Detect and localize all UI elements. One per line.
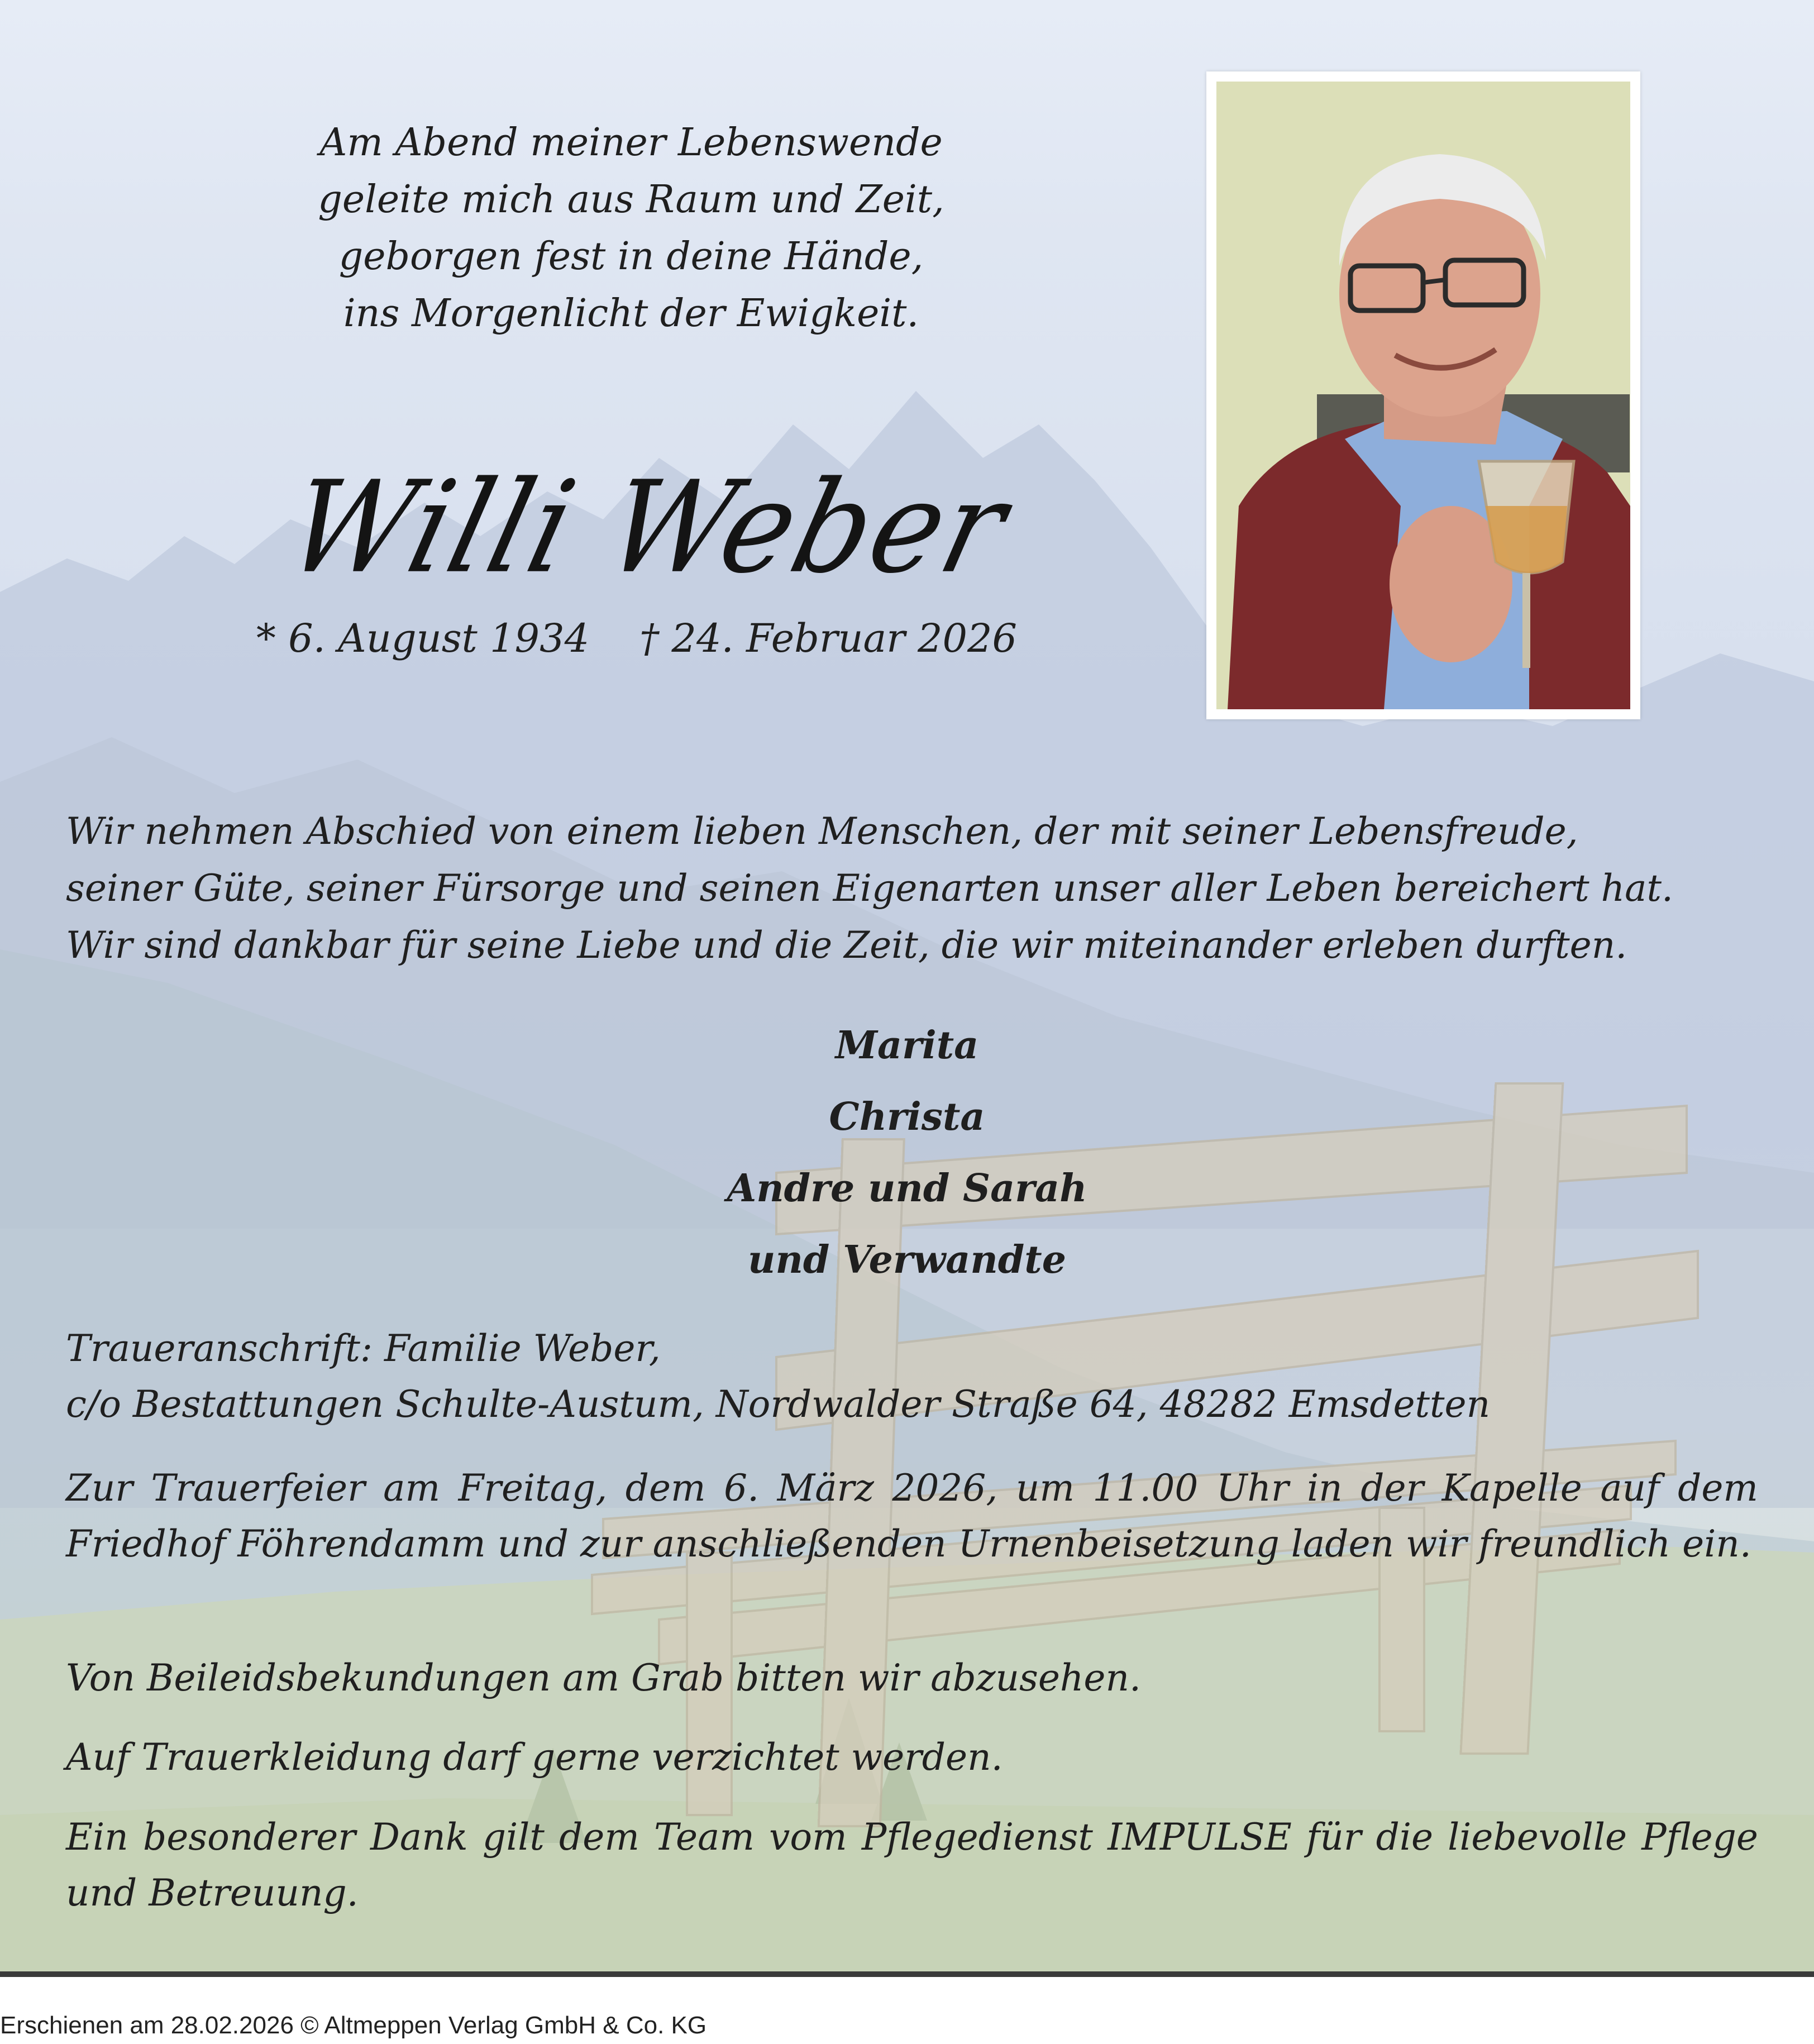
farewell-line: seiner Güte, seiner Fürsorge und seinen Eigenarten unser aller Leben bereichert hat. (66, 867, 1673, 910)
mourner-name: und Verwandte (748, 1238, 1066, 1282)
mourner-name: Andre und Sarah (727, 1166, 1087, 1211)
poem-line: geleite mich aus Raum und Zeit, (318, 178, 944, 222)
farewell-line: Wir nehmen Abschied von einem lieben Menschen, der mit seiner Lebensfreude, (66, 810, 1578, 853)
farewell-text (66, 803, 1758, 974)
memorial-poem (212, 114, 1050, 342)
address-line: c/o Bestattungen Schulte-Austum, Nordwalder Straße 64, 48282 Emsdetten (66, 1383, 1491, 1426)
mourning-address (66, 1321, 1758, 1432)
portrait-illustration (1216, 82, 1630, 709)
publication-footer: Erschienen am 28.02.2026 © Altmeppen Verlag GmbH & Co. KG (0, 2012, 707, 2039)
poem-line: geborgen fest in deine Hände, (338, 235, 924, 279)
poem-line: Am Abend meiner Lebenswende (319, 121, 943, 165)
mourners-list (0, 1010, 1814, 1296)
poem-line: ins Morgenlicht der Ewigkeit. (343, 292, 919, 336)
deceased-name: Willi Weber (274, 453, 1022, 601)
mourner-name: Marita (835, 1023, 979, 1068)
death-date: † 24. Februar 2026 (639, 615, 1018, 661)
condolence-note: Von Beileidsbekundungen am Grab bitten wir abzusehen. (66, 1656, 1141, 1699)
address-line: Traueranschrift: Familie Weber, (66, 1327, 661, 1370)
mourner-name: Christa (829, 1095, 985, 1139)
thanks-note: Ein besonderer Dank gilt dem Team vom Pflegedienst IMPULSE für die liebevolle Pflege und Betreuung. (66, 1816, 1758, 1914)
portrait-photo (1216, 82, 1630, 709)
farewell-line: Wir sind dankbar für seine Liebe und die Zeit, die wir miteinander erleben durften. (66, 924, 1627, 967)
clothing-note: Auf Trauerkleidung darf gerne verzichtet werden. (66, 1736, 1003, 1779)
card-border (0, 1971, 1814, 1977)
ceremony-invitation: Zur Trauerfeier am Freitag, dem 6. März 2026, um 11.00 Uhr in der Kapelle auf dem Friedhof Föhrendamm und zur anschließenden Urnenbeisetzung laden wir freundlich ein. (66, 1467, 1758, 1565)
portrait-frame (1206, 71, 1640, 719)
life-dates (246, 613, 1028, 663)
birth-date: * 6. August 1934 (256, 615, 590, 661)
